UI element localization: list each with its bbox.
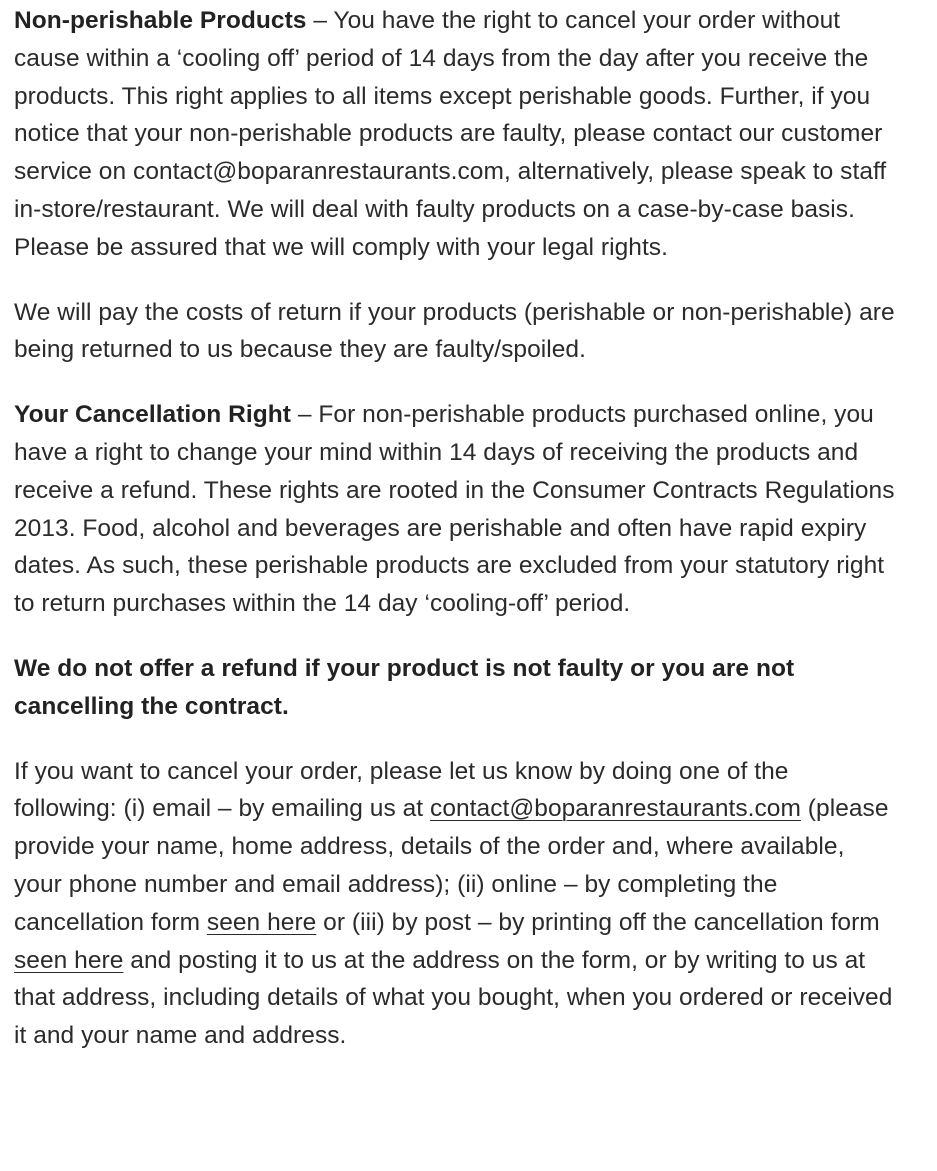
cancel-instructions-text-3: or (iii) by post – by printing off the cancellation form bbox=[316, 908, 880, 936]
non-perishable-text: – You have the right to cancel your order without cause within a ‘cooling off’ period of 14 days from the day after you receive the products. This right applies to all items except perishable goods. Further, if you notice that your non-perishable products are faulty, please contact our customer service on contact@boparanrestaurants.com, alternatively, please speak to staff in-store/restaurant. We will deal with faulty products on a case-by-case basis. Please be assured that we will comply with your legal rights. bbox=[14, 7, 887, 261]
return-costs-paragraph: We will pay the costs of return if your products (perishable or non-perishable) are being returned to us because they are faulty/spoiled. bbox=[14, 298, 895, 364]
no-refund-paragraph bbox=[14, 650, 895, 726]
online-cancellation-form-link[interactable]: seen here bbox=[206, 908, 317, 936]
printable-cancellation-form-link[interactable]: seen here bbox=[14, 946, 124, 974]
cancellation-right-paragraph bbox=[14, 396, 895, 623]
cancellation-right-heading: Your Cancellation Right bbox=[14, 401, 292, 429]
cancel-instructions-paragraph bbox=[14, 753, 895, 1055]
cancellation-right-text: – For non-perishable products purchased online, you have a right to change your mind within 14 days of receiving the products and receive a refund. These rights are rooted in the Consumer Contracts Regulations 2013. Food, alcohol and beverages are perishable and often have rapid expiry dates. As such, these perishable products are excluded from your statutory right to return purchases within the 14 day ‘cooling-off’ period. bbox=[14, 401, 895, 618]
non-perishable-paragraph bbox=[14, 2, 895, 267]
cancel-instructions-text-1: If you want to cancel your order, please let us know by doing one of the following: (i) email – by emailing us at bbox=[14, 757, 789, 823]
cancel-instructions-text-2: (please provide your name, home address, details of the order and, where available, your phone number and email address); (ii) online – by completing the cancellation form bbox=[14, 795, 889, 936]
no-refund-notice: We do not offer a refund if your product is not faulty or you are not cancelling the contract. bbox=[14, 654, 795, 720]
cancel-instructions-text-4: and posting it to us at the address on the form, or by writing to us at that address, including details of what you bought, when you ordered or received it and your name and address. bbox=[14, 946, 893, 1050]
non-perishable-heading: Non-perishable Products bbox=[14, 7, 307, 34]
contact-email-link[interactable]: contact@boparanrestaurants.com bbox=[430, 795, 801, 823]
